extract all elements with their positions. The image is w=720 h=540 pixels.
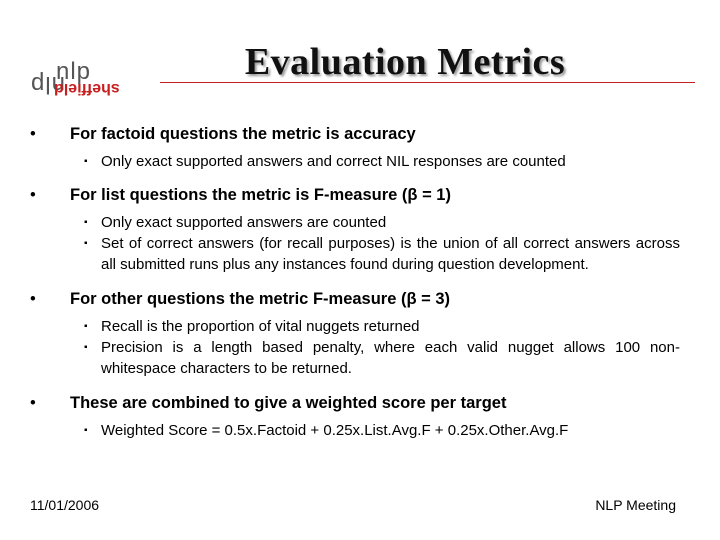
sub-bullet-text: Only exact supported answers are counted	[101, 214, 387, 231]
sub-bullet-square: ▪	[84, 321, 88, 332]
bullet-text: These are combined to give a weighted score per target	[70, 394, 507, 412]
bullet-text: For factoid questions the metric is accuracy	[70, 125, 416, 143]
sub-bullet	[30, 233, 680, 275]
slide-body	[30, 124, 680, 441]
bullet-list	[30, 185, 680, 205]
sub-bullet	[30, 151, 680, 172]
footer-event: NLP Meeting	[595, 497, 676, 513]
sub-list-list	[30, 212, 680, 275]
bullet-dot: •	[30, 290, 36, 308]
sub-bullet-square: ▪	[84, 156, 88, 167]
sub-bullet	[30, 316, 680, 337]
sub-bullet-text: Precision is a length based penalty, where each valid nugget allows 100 non-whitespace characters to be returned.	[101, 339, 680, 377]
bullet-dot: •	[30, 394, 36, 412]
footer-date: 11/01/2006	[30, 497, 100, 513]
sub-bullet-text: Recall is the proportion of vital nuggets returned	[101, 318, 420, 335]
logo-nlp-text: nlp	[56, 58, 92, 85]
sub-bullet	[30, 212, 680, 233]
sheffield-nlp-logo	[30, 58, 160, 108]
sub-bullet-text: Only exact supported answers and correct NIL responses are counted	[101, 153, 566, 170]
bullet-other	[30, 289, 680, 309]
sub-bullet	[30, 337, 680, 379]
bullet-factoid	[30, 124, 680, 144]
logo-sheffield-text: sheffield	[54, 80, 120, 97]
bullet-combined	[30, 393, 680, 413]
sub-bullet-square: ▪	[84, 238, 88, 249]
sub-bullet-square: ▪	[84, 425, 88, 436]
bullet-dot: •	[30, 186, 36, 204]
sub-list-factoid	[30, 151, 680, 172]
sub-bullet-square: ▪	[84, 342, 88, 353]
bullet-dot: •	[30, 125, 36, 143]
sub-bullet-text: Set of correct answers (for recall purposes) is the union of all correct answers across all submitted runs plus any instances found during question development.	[101, 235, 680, 273]
bullet-text: For other questions the metric F-measure (β = 3)	[70, 290, 451, 308]
sub-bullet	[30, 420, 680, 441]
title-rule	[160, 82, 695, 83]
logo-nlp-mirrored-text: nlp	[30, 71, 66, 98]
sub-list-combined	[30, 420, 680, 441]
sub-bullet-square: ▪	[84, 217, 88, 228]
sub-bullet-text: Weighted Score = 0.5x.Factoid + 0.25x.List.Avg.F + 0.25x.Other.Avg.F	[101, 422, 569, 439]
slide-title: Evaluation Metrics	[244, 41, 566, 83]
sub-list-other	[30, 316, 680, 379]
bullet-text: For list questions the metric is F-measure (β = 1)	[70, 186, 451, 204]
